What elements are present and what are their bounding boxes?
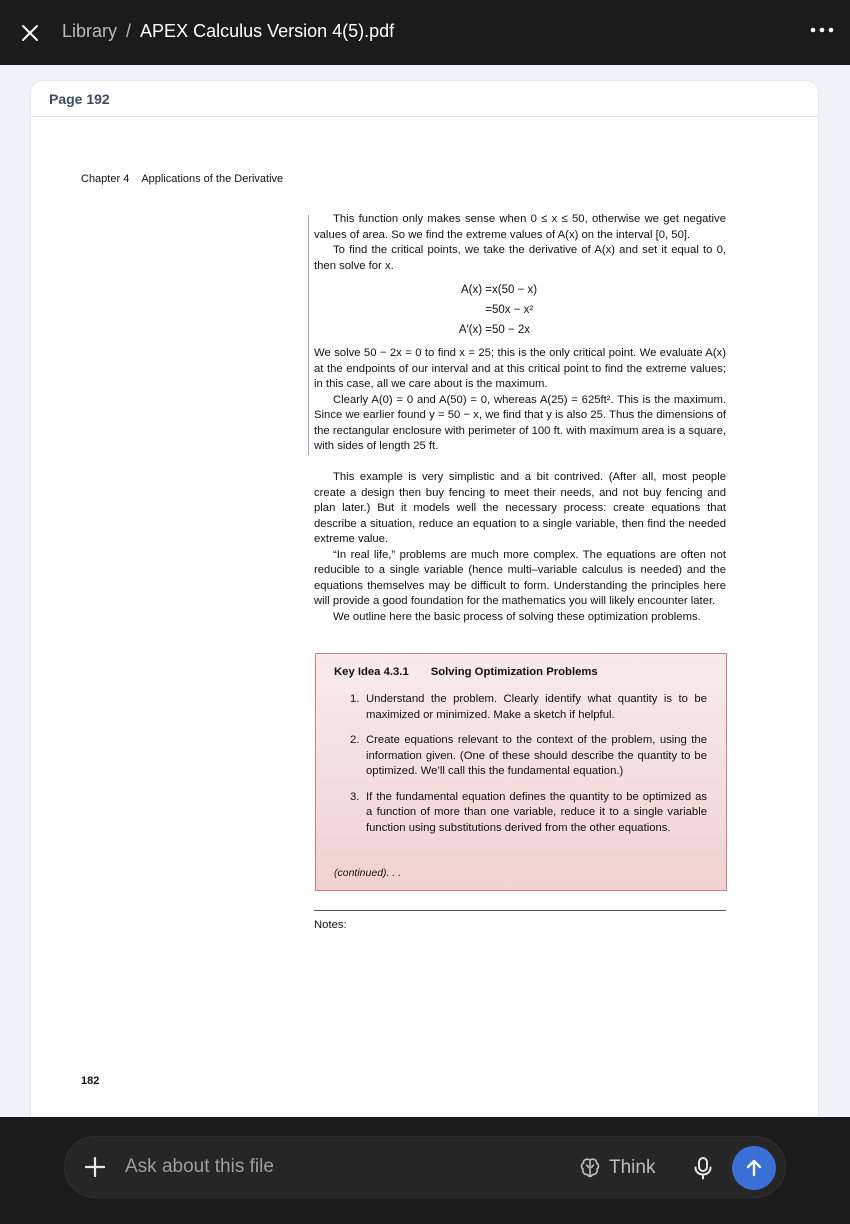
arrow-up-icon (744, 1158, 764, 1178)
send-button[interactable] (732, 1146, 776, 1190)
notes-label: Notes: (314, 919, 347, 931)
notes-divider (314, 910, 726, 911)
add-attachment-button[interactable] (81, 1153, 109, 1181)
paragraph: This function only makes sense when 0 ≤ x ≤ 50, otherwise we get negative values of area. So we find the extreme values of A(x) on the interval [0, 50]. (314, 213, 726, 241)
microphone-button[interactable] (689, 1153, 717, 1183)
paragraph: “In real life,” problems are much more complex. The equations are often not reducible to a single variable (hence multi–variable calculus is needed) and the equations themselves may be difficult to form. Understanding the principles here will provide a good foundation for the mathematics you will likely encounter later. (314, 548, 726, 607)
key-idea-heading (334, 665, 598, 681)
pdf-page (31, 81, 818, 1117)
paragraph: To find the critical points, we take the derivative of A(x) and set it equal to 0, then solve for x. (314, 244, 726, 272)
breadcrumb (62, 21, 394, 42)
page-content (31, 117, 818, 1117)
breadcrumb-library-link[interactable]: Library (62, 21, 118, 41)
text-block-2 (314, 346, 726, 455)
key-idea-number: Key Idea 4.3.1 (334, 666, 409, 678)
page-label: Page 192 (31, 81, 818, 117)
equation-block (314, 280, 726, 340)
think-label: Think (609, 1157, 656, 1178)
equation-lhs: A′(x) = (458, 324, 492, 336)
more-options-button[interactable] (808, 20, 836, 40)
think-button[interactable] (579, 1154, 655, 1182)
continued-note: (continued). . . (334, 867, 402, 879)
brain-icon (579, 1157, 601, 1179)
top-bar (0, 0, 850, 65)
key-idea-title: Solving Optimization Problems (430, 666, 598, 678)
close-icon (21, 24, 39, 42)
document-viewer[interactable] (0, 65, 850, 1117)
close-button[interactable] (14, 17, 46, 49)
breadcrumb-separator: / (126, 21, 132, 41)
page-number: 182 (81, 1075, 100, 1087)
paragraph: Clearly A(0) = 0 and A(50) = 0, whereas A(25) = 625ft². This is the maximum. Since we earlier found y = 50 − x, we find that y is also 25. Thus the dimensions of the rectangular enclosure with perimeter of 100 ft. with maximum area is a square, with sides of length 25 ft. (314, 393, 726, 452)
ask-input[interactable] (125, 1153, 545, 1181)
equation-rhs: 50 − 2x (492, 324, 531, 336)
margin-bar (308, 215, 309, 455)
file-name: APEX Calculus Version 4(5).pdf (140, 21, 395, 41)
list-item: 3. If the fundamental equation defines the quantity to be optimized as a function of more than one variable, reduce it to a single variable function using substitutions derived from the other equations. (350, 790, 707, 834)
equation-rhs: x(50 − x) (492, 284, 538, 296)
key-idea-box (315, 653, 727, 891)
list-item: 2. Create equations relevant to the context of the problem, using the information given. (One of these should describe the quantity to be optimized. We’ll call this the fundamental equation.) (350, 734, 707, 777)
microphone-icon (693, 1156, 713, 1180)
more-horizontal-icon (810, 27, 834, 33)
chapter-title: Applications of the Derivative (141, 173, 284, 185)
paragraph: We solve 50 − 2x = 0 to find x = 25; this is the only critical point. We evaluate A(x) at the endpoints of our interval and at this critical point to find the extreme values; in this case, all we care about is the maximum. (314, 347, 726, 390)
key-idea-list (350, 692, 707, 846)
list-item: 1. Understand the problem. Clearly identify what quantity is to be maximized or minimized. Make a sketch if helpful. (350, 693, 707, 721)
paragraph: We outline here the basic process of solving these optimization problems. (333, 610, 701, 623)
text-block-1 (314, 212, 726, 274)
running-header (81, 173, 283, 185)
equation-lhs: = (485, 304, 492, 316)
bottom-bar (0, 1117, 850, 1224)
text-block-3 (314, 470, 726, 625)
ask-composer (64, 1136, 786, 1198)
equation-lhs: A(x) = (461, 284, 492, 296)
plus-icon (85, 1157, 105, 1177)
equation-rhs: 50x − x² (492, 304, 534, 316)
chapter-number: Chapter 4 (81, 173, 130, 185)
paragraph: This example is very simplistic and a bit contrived. (After all, most people create a design then buy fencing to meet their needs, and not buy fencing and plan later.) But it models well the necessary process: create equations that describe a situation, reduce an equation to a single variable, then find the needed extreme value. (314, 471, 726, 545)
